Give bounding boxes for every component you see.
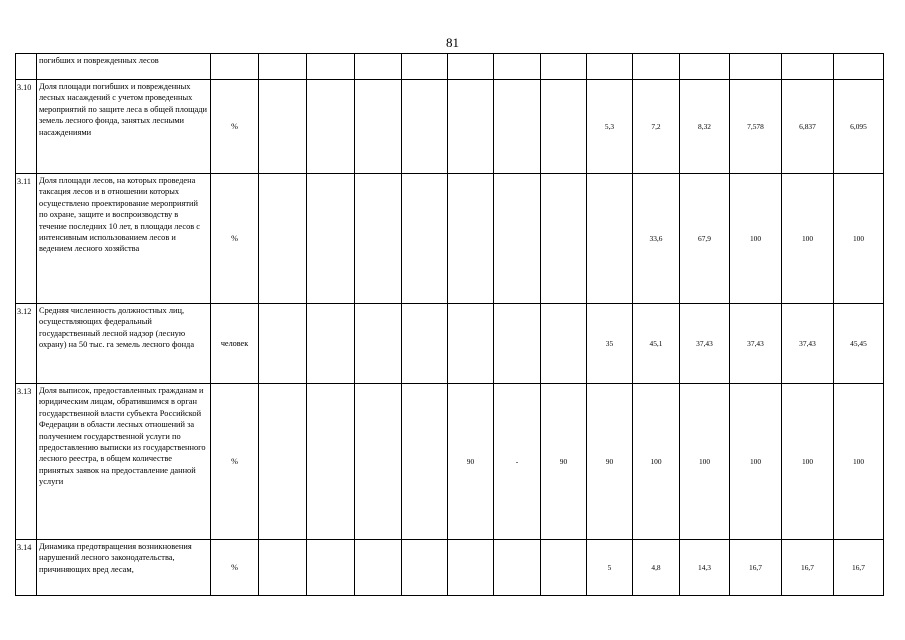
value-cell [730,54,782,80]
value-cell: 90 [541,384,587,540]
row-number-cell [16,54,37,80]
value-cell [782,54,834,80]
value-cell [541,540,587,596]
indicator-name-cell: Динамика предотвращения возникновения нарушений лесного законодательства, причиняющих вред лесам, [37,540,211,596]
value-cell [355,384,402,540]
value-cell [307,304,355,384]
value-cell: 100 [730,174,782,304]
value-cell: 37,43 [782,304,834,384]
value-cell [259,540,307,596]
value-cell [448,54,494,80]
value-cell: 8,32 [680,80,730,174]
value-cell [307,80,355,174]
unit-cell: % [211,540,259,596]
value-cell [402,384,448,540]
value-cell: 67,9 [680,174,730,304]
value-cell [587,174,633,304]
value-cell [541,80,587,174]
value-cell: 6,837 [782,80,834,174]
value-cell [402,54,448,80]
value-cell: 6,095 [834,80,884,174]
value-cell [541,54,587,80]
unit-cell: % [211,174,259,304]
value-cell: 100 [834,384,884,540]
value-cell: - [494,384,541,540]
indicator-table [15,53,884,596]
table-row [16,384,884,540]
table-row [16,304,884,384]
value-cell: 5 [587,540,633,596]
page-number: 81 [446,35,459,50]
value-cell: 7,2 [633,80,680,174]
value-cell [402,174,448,304]
indicator-name-cell: Доля выписок, предоставленных гражданам и юридическим лицам, обратившимся в орган государственной власти субъекта Российской Федерации в области лесных отношений за получением государственной услуги по предоставлению выписки из государственного лесного реестра, в общем количестве принятых заявок на предоставление данной услуги [37,384,211,540]
value-cell [834,54,884,80]
value-cell [448,80,494,174]
value-cell [494,54,541,80]
value-cell: 7,578 [730,80,782,174]
value-cell: 33,6 [633,174,680,304]
table-row [16,174,884,304]
value-cell [259,304,307,384]
value-cell [259,384,307,540]
value-cell: 37,43 [680,304,730,384]
value-cell [448,540,494,596]
value-cell: 45,45 [834,304,884,384]
value-cell [259,80,307,174]
value-cell [448,174,494,304]
unit-cell [211,54,259,80]
value-cell [355,54,402,80]
indicator-name-cell: Средняя численность должностных лиц, осуществляющих федеральный государственный лесной надзор (лесную охрану) на 50 тыс. га земель лесного фонда [37,304,211,384]
table-row [16,54,884,80]
indicator-name-cell: погибших и поврежденных лесов [37,54,211,80]
value-cell: 16,7 [730,540,782,596]
unit-cell: человек [211,304,259,384]
row-number-cell: 3.10 [16,80,37,174]
value-cell [307,540,355,596]
value-cell: 5,3 [587,80,633,174]
value-cell [402,304,448,384]
value-cell: 90 [587,384,633,540]
value-cell: 4,8 [633,540,680,596]
value-cell [355,304,402,384]
value-cell [541,174,587,304]
value-cell [402,80,448,174]
value-cell [259,174,307,304]
value-cell: 100 [782,174,834,304]
value-cell [680,54,730,80]
value-cell [494,304,541,384]
row-number-cell: 3.11 [16,174,37,304]
value-cell: 100 [834,174,884,304]
value-cell [307,54,355,80]
value-cell [494,540,541,596]
table-row [16,540,884,596]
value-cell: 100 [680,384,730,540]
table-row [16,80,884,174]
value-cell: 90 [448,384,494,540]
value-cell: 100 [730,384,782,540]
value-cell: 16,7 [834,540,884,596]
unit-cell: % [211,80,259,174]
value-cell: 35 [587,304,633,384]
value-cell: 100 [782,384,834,540]
value-cell [587,54,633,80]
unit-cell: % [211,384,259,540]
value-cell [355,174,402,304]
value-cell: 37,43 [730,304,782,384]
value-cell [307,174,355,304]
row-number-cell: 3.13 [16,384,37,540]
row-number-cell: 3.14 [16,540,37,596]
value-cell: 14,3 [680,540,730,596]
value-cell [541,304,587,384]
value-cell [355,80,402,174]
value-cell [494,80,541,174]
value-cell [494,174,541,304]
value-cell [448,304,494,384]
value-cell [259,54,307,80]
row-number-cell: 3.12 [16,304,37,384]
value-cell [633,54,680,80]
value-cell: 100 [633,384,680,540]
value-cell: 16,7 [782,540,834,596]
value-cell [402,540,448,596]
indicator-name-cell: Доля площади лесов, на которых проведена таксация лесов и в отношении которых осуществлено проектирование мероприятий по охране, защите и воспроизводству в течение последних 10 лет, в площади лесов с интенсивным использованием лесов и ведением лесного хозяйства [37,174,211,304]
value-cell: 45,1 [633,304,680,384]
indicator-name-cell: Доля площади погибших и поврежденных лесных насаждений с учетом проведенных мероприятий по защите леса в общей площади земель лесного фонда, занятых лесными насаждениями [37,80,211,174]
value-cell [355,540,402,596]
value-cell [307,384,355,540]
